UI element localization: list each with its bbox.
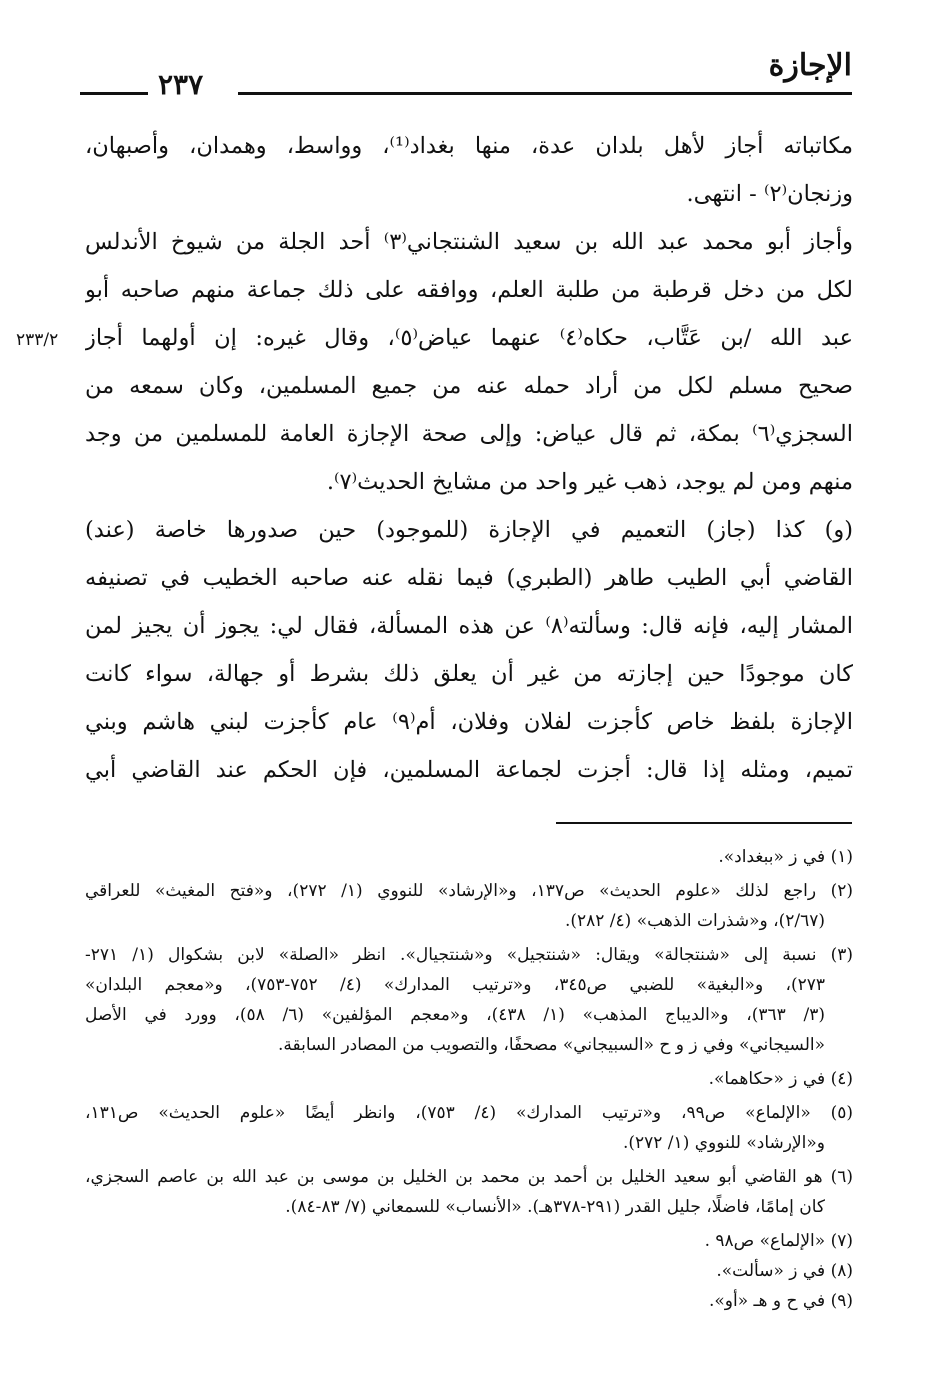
footnote-3: (٣) نسبة إلى «شنتجالة» ويقال: «شنتجيل» و«شنتجيال». انظر «الصلة» لابن بشكوال (١/ ٢٧١- [85, 945, 853, 965]
footnote-6: (٦) هو القاضي أبو سعيد الخليل بن أحمد بن محمد بن الخليل بن موسى بن عبد الله بن عاصم السجزي، [85, 1167, 853, 1187]
running-title: الإجازة [768, 48, 852, 83]
footnote-3-cont: «السيجاني» وفي ز و ح «السبيجاني» مصحفًا، والتصويب من المصادر السابقة. [277, 1035, 825, 1055]
text-line: لكل من دخل قرطبة من طلبة العلم، ووافقه على ذلك جماعة منهم صاحبه أبو [85, 277, 853, 303]
footnotes [85, 842, 853, 1316]
text-line: السجزي⁽٦⁾ بمكة، ثم قال عياض: وإلى صحة الإجازة العامة للمسلمين من وجد [85, 421, 853, 447]
footnote-7: (٧) «الإلماع» ص٩٨ . [704, 1231, 853, 1251]
text-line: عبد الله /بن عَتَّاب، حكاه⁽٤⁾ عنهما عياض⁽٥⁾، وقال غيره: إن أولهما أجاز [85, 325, 853, 351]
text-line: صحيح مسلم لكل من أراد حمله عنه من جميع المسلمين، وكان سمعه من [85, 373, 853, 399]
footnote-3-cont: (٣/ ٣٦٣)، و«الديباج المذهب» (١/ ٤٣٨)، و«معجم المؤلفين» (٦/ ٥٨)، وورد في الأصل [85, 1005, 825, 1025]
page-header [80, 48, 852, 108]
main-text [85, 122, 853, 794]
footnote-5-cont: و«الإرشاد» للنووي (١/ ٢٧٢). [622, 1133, 825, 1153]
footnote-9: (٩) في ح و هـ «أو». [709, 1291, 853, 1311]
footnote-2: (٢) راجع لذلك «علوم الحديث» ص١٣٧، و«الإرشاد» للنووي (١/ ٢٧٢)، و«فتح المغيث» للعراقي [85, 881, 853, 901]
margin-reference: ٢٣٣/٢ [16, 330, 59, 350]
footnote-1: (١) في ز «ببغداد». [718, 847, 853, 867]
text-line: المشار إليه، فإنه قال: وسألته⁽٨⁾ عن هذه المسألة، فقال لي: يجوز أن يجيز لمن [85, 613, 853, 639]
page-number: ٢٣٧ [158, 68, 204, 101]
header-rule [238, 92, 852, 95]
footnote-separator [556, 822, 852, 824]
footnote-3-cont: ٢٧٣)، و«البغية» للضبي ص٣٤٥، و«ترتيب المدارك» (٤/ ٧٥٢-٧٥٣)، و«معجم البلدان» [85, 975, 825, 995]
text-line: كان موجودًا حين إجازته من غير أن يعلق ذلك بشرط أو جهالة، سواء كانت [85, 661, 853, 687]
footnote-5: (٥) «الإلماع» ص٩٩، و«ترتيب المدارك» (٤/ ٧٥٣)، وانظر أيضًا «علوم الحديث» ص١٣١، [85, 1103, 853, 1123]
footnote-2-cont: (٢/٦٧)، و«شذرات الذهب» (٤/ ٢٨٢). [564, 911, 825, 931]
text-line: وأجاز أبو محمد عبد الله بن سعيد الشنتجاني⁽٣⁾ أحد الجلة من شيوخ الأندلس [85, 229, 853, 255]
text-line: القاضي أبي الطيب طاهر (الطبري) فيما نقله عنه صاحبه الخطيب في تصنيفه [85, 565, 853, 591]
header-rule-short [80, 92, 148, 95]
text-line: تميم، ومثله إذا قال: أجزت لجماعة المسلمين، فإن الحكم عند القاضي أبي [85, 757, 853, 783]
text-line: منهم ومن لم يوجد، ذهب غير واحد من مشايخ الحديث⁽٧⁾. [326, 469, 853, 495]
footnote-4: (٤) في ز «حكاهما». [708, 1069, 853, 1089]
footnote-8: (٨) في ز «سألت». [716, 1261, 853, 1281]
footnote-6-cont: كان إمامًا، فاضلًا، جليل القدر (٢٩١-٣٧٨هـ). «الأنساب» للسمعاني (٧/ ٨٣-٨٤). [285, 1197, 825, 1217]
text-line: مكاتباته أجاز لأهل بلدان عدة، منها بغداد⁽¹⁾، وواسط، وهمدان، وأصبهان، [85, 133, 853, 159]
text-line: وزنجان⁽٢⁾ - انتهى. [686, 181, 853, 207]
text-line: الإجازة بلفظ خاص كأجزت لفلان وفلان، أم⁽٩⁾ عام كأجزت لبني هاشم وبني [85, 709, 853, 735]
text-line: (و) كذا (جاز) التعميم في الإجازة (للموجود) حين صدورها خاصة (عند) [85, 517, 853, 543]
